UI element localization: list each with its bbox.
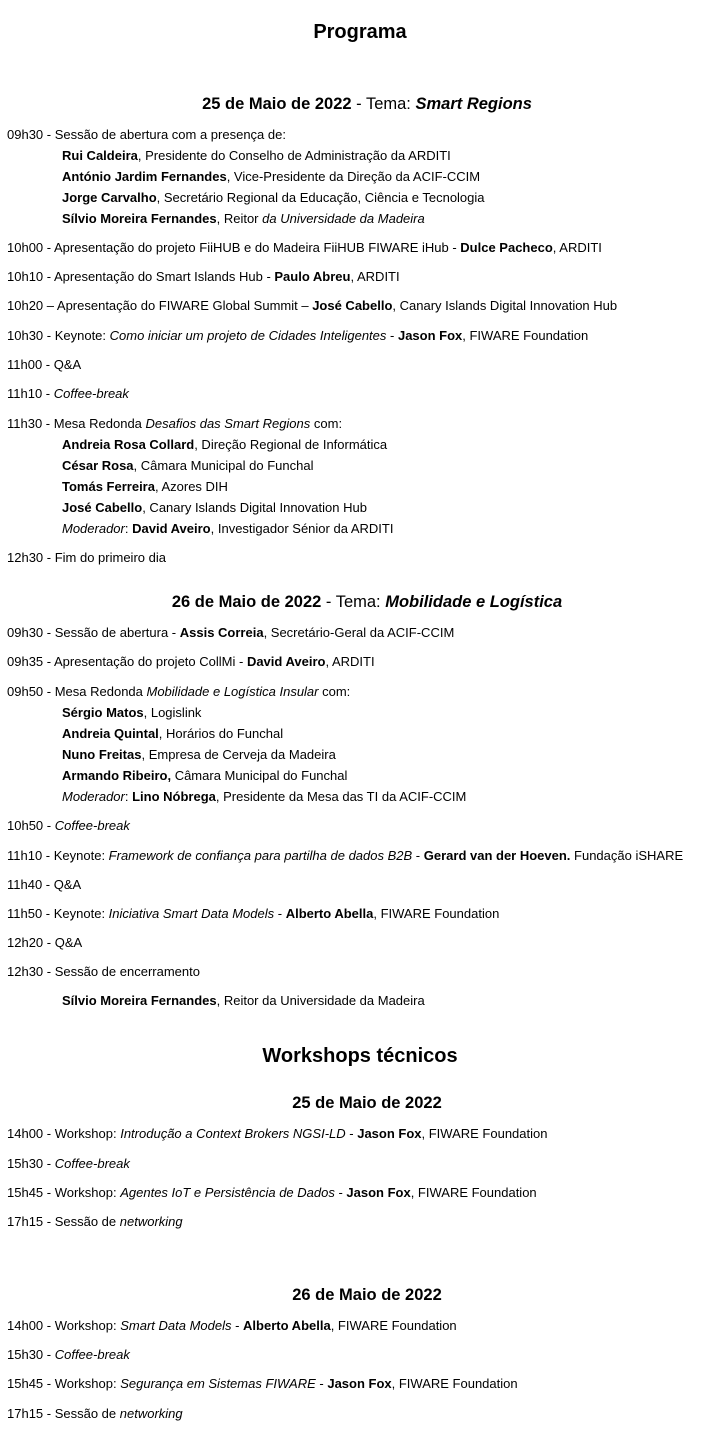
schedule-line [7, 550, 166, 565]
text-run: Armando Ribeiro, [62, 768, 172, 783]
time-label: 15h30 [7, 1156, 44, 1171]
text-run: Segurança em Sistemas FIWARE [120, 1376, 316, 1391]
time-label: 09h35 [7, 654, 44, 669]
time-label: 17h15 [7, 1214, 44, 1229]
text-run: , FIWARE Foundation [421, 1126, 548, 1141]
text-run: Coffee-break [54, 1347, 130, 1362]
text-run: , Direção Regional de Informática [194, 437, 388, 452]
time-label: 11h00 [7, 357, 43, 372]
text-run: : [124, 521, 133, 536]
time-label: 11h40 [7, 877, 43, 892]
workshop-day2-heading [0, 1286, 720, 1305]
schedule-line [7, 1406, 183, 1421]
text-run: , Azores DIH [154, 479, 228, 494]
text-run: , Logislink [143, 705, 202, 720]
text-run: - Apresentação do projeto CollMi - [43, 654, 247, 669]
text-run: Introdução a Context Brokers NGSI-LD [120, 1126, 346, 1141]
schedule-line [7, 964, 200, 979]
time-label: 12h30 [7, 550, 44, 565]
schedule-line [7, 1126, 547, 1141]
text-run: Jason Fox [397, 328, 463, 343]
participant-line [62, 993, 425, 1008]
time-label: 12h30 [7, 964, 44, 979]
text-run: , Reitor [216, 211, 263, 226]
text-run: Moderador [62, 521, 125, 536]
schedule-line [7, 654, 375, 669]
text-run: - Keynote: [42, 906, 109, 921]
text-run: , FIWARE Foundation [462, 328, 589, 343]
schedule-line [7, 416, 342, 431]
time-label: 09h50 [7, 684, 44, 699]
day1-heading [0, 95, 720, 114]
text-run: - Workshop: [43, 1126, 121, 1141]
text-run: networking [119, 1406, 183, 1421]
text-run: Mobilidade e Logística Insular [146, 684, 319, 699]
text-run: , ARDITI [552, 240, 602, 255]
text-run: Mobilidade e Logística [385, 593, 563, 611]
text-run: , Vice-Presidente da Direção da ACIF-CCIM [226, 169, 481, 184]
workshop-day1-heading [0, 1094, 720, 1113]
text-run: , FIWARE Foundation [410, 1185, 537, 1200]
text-run: Moderador [62, 789, 125, 804]
schedule-line [7, 906, 499, 921]
text-run: - Apresentação do projeto FiiHUB e do Madeira FiiHUB FIWARE iHub - [43, 240, 461, 255]
schedule-line [7, 1214, 183, 1229]
time-label: 10h50 [7, 818, 44, 833]
text-run: José Cabello [62, 500, 143, 515]
time-label: 09h30 [7, 127, 44, 142]
time-label: 15h30 [7, 1347, 44, 1362]
text-run: Sérgio Matos [62, 705, 144, 720]
participant-line [62, 726, 283, 741]
participant-line [62, 789, 466, 804]
participant-line [62, 148, 451, 163]
text-run: - Sessão de abertura com a presença de: [43, 127, 286, 142]
text-run: , ARDITI [325, 654, 375, 669]
schedule-line [7, 357, 81, 372]
text-run: - Mesa Redonda [42, 416, 146, 431]
text-run: - Workshop: [43, 1185, 121, 1200]
text-run: Câmara Municipal do Funchal [171, 768, 348, 783]
text-run: Jason Fox [346, 1185, 411, 1200]
schedule-line [7, 935, 82, 950]
text-run: Paulo Abreu [274, 269, 351, 284]
text-run: Assis Correia [179, 625, 264, 640]
schedule-line [7, 877, 81, 892]
text-run: Gerard van der Hoeven. [423, 848, 571, 863]
time-label: 11h10 [7, 848, 43, 863]
text-run: - Q&A [42, 357, 82, 372]
text-run: - Apresentação do Smart Islands Hub - [43, 269, 275, 284]
participant-line [62, 500, 367, 515]
text-run: - Q&A [42, 877, 82, 892]
workshops-title: Workshops técnicos [262, 1045, 458, 1067]
text-run: - Sessão de encerramento [43, 964, 200, 979]
time-label: 11h30 [7, 416, 43, 431]
text-run: Desafios das Smart Regions [145, 416, 311, 431]
text-run: David Aveiro [246, 654, 326, 669]
schedule-line [7, 269, 400, 284]
text-run: - Sessão de [43, 1406, 120, 1421]
schedule-line [7, 127, 286, 142]
text-run: - Mesa Redonda [43, 684, 147, 699]
time-label: 11h10 [7, 386, 43, 401]
schedule-line [7, 1185, 537, 1200]
time-label: 09h30 [7, 625, 44, 640]
text-run: Como iniciar um projeto de Cidades Inteligentes [109, 328, 387, 343]
text-run: - Tema: [351, 95, 416, 113]
text-run: - [42, 386, 54, 401]
text-run: da Universidade da Madeira [262, 211, 425, 226]
participant-line [62, 479, 228, 494]
text-run: – Apresentação do FIWARE Global Summit – [43, 298, 313, 313]
text-run: Rui Caldeira [62, 148, 138, 163]
text-run: , ARDITI [350, 269, 400, 284]
text-run: - Q&A [43, 935, 83, 950]
text-run: - [274, 906, 286, 921]
text-run: Framework de confiança para partilha de dados B2B [108, 848, 413, 863]
text-run: - Keynote: [43, 328, 110, 343]
schedule-line [7, 1156, 130, 1171]
participant-line [62, 169, 480, 184]
day2-heading [0, 593, 720, 612]
participant-line [62, 521, 393, 536]
text-run: Agentes IoT e Persistência de Dados [120, 1185, 335, 1200]
text-run: , FIWARE Foundation [391, 1376, 518, 1391]
text-run: Coffee-break [54, 818, 130, 833]
participant-line [62, 190, 485, 205]
program-title: Programa [313, 21, 407, 43]
schedule-line [7, 328, 588, 343]
time-label: 17h15 [7, 1406, 44, 1421]
text-run: 25 de Maio de 2022 [292, 1094, 442, 1112]
text-run: - Workshop: [43, 1318, 121, 1333]
text-run: Jorge Carvalho [62, 190, 157, 205]
text-run: Fundação iSHARE [570, 848, 684, 863]
text-run: - [334, 1185, 347, 1200]
text-run: Jason Fox [357, 1126, 422, 1141]
text-run: Nuno Freitas [62, 747, 142, 762]
text-run: 26 de Maio de 2022 [171, 593, 322, 611]
participant-line [62, 768, 347, 783]
text-run: , Canary Islands Digital Innovation Hub [392, 298, 618, 313]
text-run: - Tema: [321, 593, 386, 611]
schedule-line [7, 684, 350, 699]
text-run: - [412, 848, 424, 863]
text-run: , FIWARE Foundation [373, 906, 500, 921]
text-run: Coffee-break [54, 1156, 130, 1171]
text-run: Andreia Quintal [62, 726, 159, 741]
text-run: António Jardim Fernandes [62, 169, 227, 184]
text-run: Smart Data Models [120, 1318, 232, 1333]
text-run: Alberto Abella [285, 906, 374, 921]
text-run: Sílvio Moreira Fernandes [62, 993, 217, 1008]
schedule-line [7, 1347, 130, 1362]
schedule-line [7, 240, 602, 255]
text-run: , Presidente do Conselho de Administração da ARDITI [137, 148, 451, 163]
text-run: - [345, 1126, 358, 1141]
participant-line [62, 458, 313, 473]
time-label: 14h00 [7, 1126, 44, 1141]
time-label: 10h00 [7, 240, 44, 255]
text-run: , Canary Islands Digital Innovation Hub [142, 500, 367, 515]
time-label: 11h50 [7, 906, 43, 921]
text-run: - Sessão de abertura - [43, 625, 180, 640]
text-run: , Reitor da Universidade da Madeira [216, 993, 425, 1008]
text-run: , Secretário Regional da Educação, Ciência e Tecnologia [156, 190, 485, 205]
text-run: com: [310, 416, 343, 431]
time-label: 14h00 [7, 1318, 44, 1333]
text-run: Tomás Ferreira [62, 479, 155, 494]
text-run: - [386, 328, 398, 343]
text-run: 26 de Maio de 2022 [292, 1286, 442, 1304]
text-run: com: [318, 684, 351, 699]
time-label: 10h30 [7, 328, 44, 343]
schedule-line [7, 625, 454, 640]
text-run: - Keynote: [42, 848, 109, 863]
time-label: 12h20 [7, 935, 44, 950]
text-run: Smart Regions [415, 95, 532, 113]
time-label: 10h10 [7, 269, 44, 284]
text-run: - Fim do primeiro dia [43, 550, 166, 565]
text-run: - Sessão de [43, 1214, 120, 1229]
text-run: Coffee-break [53, 386, 129, 401]
text-run: Alberto Abella [243, 1318, 331, 1333]
text-run: Jason Fox [327, 1376, 392, 1391]
schedule-line [7, 818, 130, 833]
schedule-line [7, 1376, 518, 1391]
time-label: 10h20 [7, 298, 44, 313]
text-run: , Empresa de Cerveja da Madeira [141, 747, 336, 762]
schedule-line [7, 386, 129, 401]
text-run: - [43, 818, 55, 833]
text-run: Iniciativa Smart Data Models [108, 906, 275, 921]
text-run: networking [119, 1214, 183, 1229]
schedule-line [7, 298, 617, 313]
text-run: - [231, 1318, 244, 1333]
text-run: David Aveiro [132, 521, 211, 536]
time-label: 15h45 [7, 1185, 44, 1200]
participant-line [62, 211, 425, 226]
text-run: , Secretário-Geral da ACIF-CCIM [263, 625, 455, 640]
time-label: 15h45 [7, 1376, 44, 1391]
text-run: Sílvio Moreira Fernandes [62, 211, 217, 226]
participant-line [62, 705, 201, 720]
text-run: - Workshop: [43, 1376, 121, 1391]
text-run: Andreia Rosa Collard [62, 437, 195, 452]
schedule-line [7, 1318, 457, 1333]
text-run: Lino Nóbrega [132, 789, 216, 804]
text-run: - [315, 1376, 328, 1391]
text-run: , Investigador Sénior da ARDITI [210, 521, 394, 536]
text-run: 25 de Maio de 2022 [202, 95, 352, 113]
text-run: Dulce Pacheco [460, 240, 553, 255]
text-run: - [43, 1156, 55, 1171]
text-run: - [43, 1347, 55, 1362]
text-run: , Presidente da Mesa das TI da ACIF-CCIM [215, 789, 467, 804]
text-run: , FIWARE Foundation [330, 1318, 457, 1333]
text-run: : [124, 789, 133, 804]
text-run: , Câmara Municipal do Funchal [133, 458, 314, 473]
schedule-line [7, 848, 683, 863]
text-run: José Cabello [312, 298, 393, 313]
text-run: César Rosa [62, 458, 134, 473]
participant-line [62, 747, 336, 762]
text-run: , Horários do Funchal [158, 726, 284, 741]
participant-line [62, 437, 387, 452]
